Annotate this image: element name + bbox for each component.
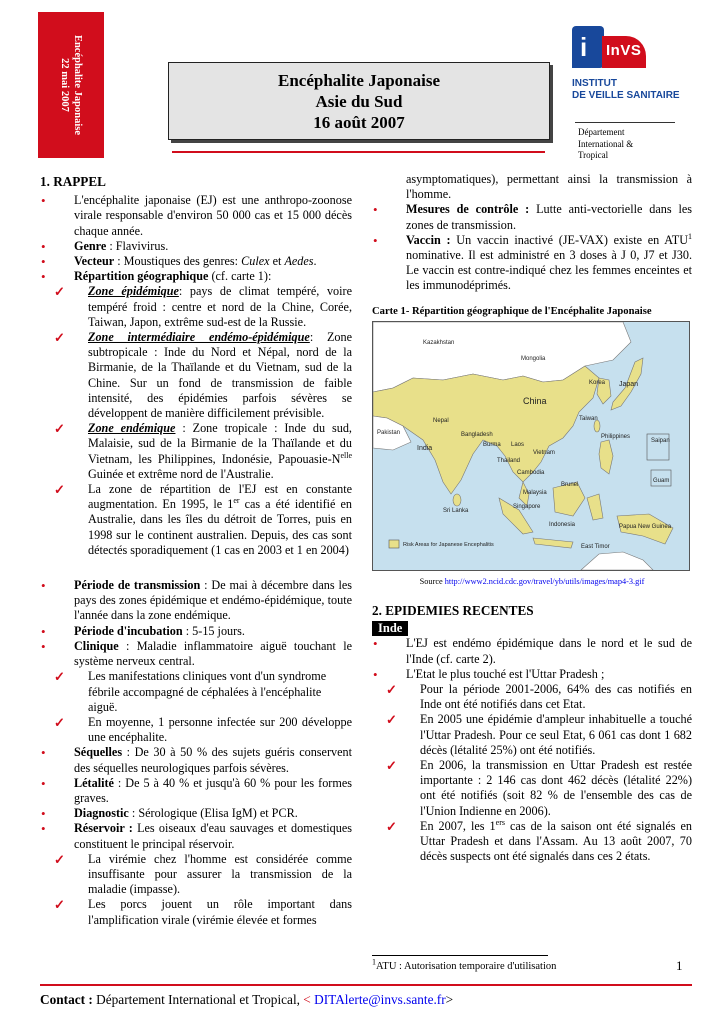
logo-text-line1: INSTITUT [572,78,617,89]
logo-text-line2: DE VEILLE SANITAIRE [572,90,680,101]
contact-label: Contact : [40,992,93,1007]
map-label-taiwan: Taiwan [579,415,598,422]
map-label-nepal: Nepal [433,417,449,424]
inde-label: Inde [372,621,408,636]
section2-heading: 2. EPIDEMIES RECENTES [372,603,534,619]
logo-rule [575,122,675,123]
contact-email[interactable]: DITAlerte@invs.sante.fr [310,992,446,1007]
reservoir-item-1: ✓ La virémie chez l'homme est considérée comme insuffisante pour assurer la transmission de la maladie (impasse). [54,852,352,898]
title-box [168,62,550,140]
footnote: $^1$ATU : Autorisation temporaire d'utilisation [372,957,557,972]
map-label-burma: Burma [483,441,501,448]
inde-bullet-1: • L'EJ est endémo épidémique dans le nord et le sud de l'Inde (cf. carte 2). [372,636,692,666]
map-caption: Carte 1- Répartition géographique de l'Encéphalite Japonaise [372,305,652,317]
footnote-rule [372,955,548,956]
invs-logo [572,26,682,124]
map-label-china: China [523,395,547,406]
clinique-bullet: • Clinique : Maladie inflammatoire aiguë touchant le système nerveux central. [40,639,352,669]
map-label-thailand: Thailand [497,457,521,464]
asia-map-svg [373,322,689,570]
dept-line1: Département [578,127,625,137]
map-label-laos: Laos [511,441,525,448]
letalite-bullet: • Létalité : De 5 à 40 % et jusqu'à 60 % pour les formes graves. [40,776,352,806]
genre-bullet: • Genre : Flavivirus. [40,239,352,254]
side-tab-line2: 22 mai 2007 [59,58,70,112]
inde-item-3: ✓ En 2006, la transmission en Uttar Pradesh est restée importante : 2 146 cas dont 462 décès (létalité 22%) ont été notifiés (soit 82 % de l'ensemble des cas de l'Union Indienne en 2006). [386,758,692,819]
map-label-japan: Japan [619,380,639,388]
zone-epidemique-item: ✓ Zone épidémique: pays de climat tempéré, voire tempéré froid : centre et nord de la Chine, Corée, Taiwan, Japon, extrême sud-est de la Russie. [54,284,352,330]
mesures-bullet: • Mesures de contrôle : Lutte anti-vectorielle dans les zones de transmission. [372,202,692,232]
map-label-bangladesh: Bangladesh [461,431,493,438]
sequelles-bullet: • Séquelles : De 30 à 50 % des sujets guéris conservent des séquelles neurologiques parfois sévères. [40,745,352,775]
map-label-singapore: Singapore [513,503,541,510]
map-source-link[interactable]: http://www2.ncid.cdc.gov/travel/yb/utils/images/map4-3.gif [444,576,645,586]
section1-heading: 1. RAPPEL [40,174,106,189]
map-label-vietnam: Vietnam [533,449,555,456]
zone-extension-item: ✓ La zone de répartition de l'EJ est en constante augmentation. En 1995, le 1er cas a été identifié en Australie, dans les îles du détroit de Torres, puis en 1998 sur le continent australien. Depuis, des cas sont détectés sporadiquement (1 cas en 2003 et 1 en 2004) [54,482,352,558]
reservoir-item-2: ✓ Les porcs jouent un rôle important dans l'amplification virale (virémie élevée et formes [54,897,352,927]
inde-item-2: ✓ En 2005 une épidémie d'ampleur inhabituelle a touché l'Uttar Pradesh. Pour ce seul Etat, 6 061 cas dont 1 682 décès (létalité 25%) ont été notifiés. [386,712,692,758]
page-number: 1 [676,958,683,973]
map-label-saipan: Saipan [651,437,670,444]
diagnostic-bullet: • Diagnostic : Sérologique (Elisa IgM) et PCR. [40,806,352,821]
side-tab-text [38,12,104,158]
periode-incubation-bullet: • Période d'incubation : 5-15 jours. [40,624,352,639]
map-label-cambodia: Cambodia [517,469,545,476]
vecteur-bullet: • Vecteur : Moustiques des genres: Culex et Aedes. [40,254,352,269]
clinique-item-2: ✓ En moyenne, 1 personne infectée sur 200 développe une encéphalite. [54,715,352,745]
clinique-item-1: ✓ Les manifestations cliniques vont d'un syndrome fébrile accompagné de céphalées à l'encéphalite aiguë. [54,669,352,715]
map-source: Source http://www2.ncid.cdc.gov/travel/yb/utils/images/map4-3.gif [419,576,645,586]
right-column [372,172,692,864]
footer-rule [40,984,692,986]
inde-bullet-2: • L'Etat le plus touché est l'Uttar Pradesh ; [372,667,692,682]
dept-line3: Tropical [578,150,609,160]
title-line2: Asie du Sud [315,91,403,111]
map-label-kazakhstan: Kazakhstan [423,339,455,346]
map-label-guam: Guam [653,477,670,484]
intro-bullet: • L'encéphalite japonaise (EJ) est une anthropo-zoonose virale responsable d'environ 50 000 cas et 15 000 décès chaque année. [40,193,352,239]
department [578,127,633,162]
map-label-philippines: Philippines [601,433,631,440]
zone-intermediaire-item: ✓ Zone intermédiaire endémo-épidémique: Zone subtropicale : Inde du Nord et Népal, nord de la Birmanie, de la Thaïlande et du Vietnam, sud de la Chine. Sur un fond de transmission de faible intensité, des épidémies parfois sévères se développent de manière difficilement prévisible. [54,330,352,421]
map-label-brunei: Brunei [561,481,579,488]
map-label-malaysia: Malaysia [523,489,547,496]
side-tab-line1: Encéphalite Japonaise [72,34,83,136]
contact-line: Contact : Département International et Tropical, < DITAlerte@invs.sante.fr> [40,992,454,1007]
title-line1: Encéphalite Japonaise [278,70,440,90]
side-tab [38,12,104,158]
title-rule [172,151,545,153]
map-label-png: Papua New Guinea [619,523,672,530]
left-column [40,172,352,928]
logo-red-block: InVS [602,36,646,68]
asia-map [372,321,690,571]
map-label-korea: Korea [589,379,606,386]
map-label-indonesia: Indonesia [549,521,576,528]
logo-blue-block: i [572,26,604,68]
inde-item-4: ✓ En 2007, les 1ers cas de la saison ont été signalés en Uttar Pradesh et dans l'Assam. Au 13 août 2007, 70 décès suspects ont été signalés dans ces 2 états. [386,819,692,865]
zone-endemique-item: ✓ Zone endémique : Zone tropicale : Inde du sud, Malaisie, sud de la Birmanie de la Thaïlande et du Vietnam, les Philippines, Indonésie, Papouasie-$N^{elle}$ Guinée et extrême nord de l'Australie. [54,421,352,482]
title-line3: 16 août 2007 [313,112,405,132]
reservoir-continuation: asymptomatiques), permettant ainsi la transmission à l'homme. [406,172,692,202]
reservoir-bullet: • Réservoir : Les oiseaux d'eau sauvages et domestiques constituent le principal réservoir. [40,821,352,851]
map-label-eastimor: East Timor [581,543,610,550]
periode-transmission-bullet: • Période de transmission : De mai à décembre dans les pays des zones épidémique et endémo-épidémique, toute l'année dans la zone endémique. [40,578,352,624]
map-label-pakistan: Pakistan [377,429,401,436]
vaccin-bullet: • Vaccin : Un vaccin inactivé (JE-VAX) existe en ATU$^1$ nominative. Il est administré en 3 doses à J 0, J7 et J30. Le vaccin est contre-indiqué chez les femmes enceintes et les immunodéprimés. [372,233,692,294]
map-legend: Risk Areas for Japanese Encephalitis [403,541,494,548]
repartition-bullet: • Répartition géographique (cf. carte 1): [40,269,352,284]
dept-line2: International & [578,138,634,149]
inde-item-1: ✓ Pour la période 2001-2006, 64% des cas notifiés en Inde ont été notifiés dans cet Etat. [386,682,692,712]
map-label-srilanka: Sri Lanka [443,507,469,514]
map-label-mongolia: Mongolia [521,355,546,362]
map-label-india: India [417,444,433,452]
logo-text [572,78,680,102]
